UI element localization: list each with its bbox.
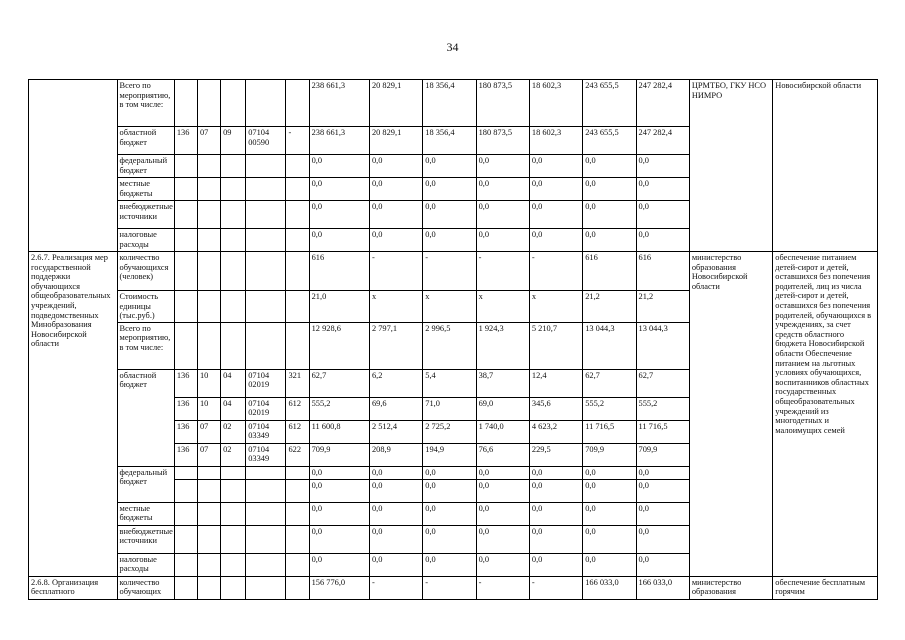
code-pr	[221, 229, 246, 252]
code-pr	[221, 479, 246, 502]
value-cell: 0,0	[423, 553, 476, 576]
value-cell: 166 033,0	[636, 576, 689, 599]
code-rz	[197, 553, 220, 576]
value-cell: 1 924,3	[476, 322, 529, 369]
value-cell: 0,0	[636, 553, 689, 576]
code-csr	[246, 178, 286, 201]
code-csr	[246, 80, 286, 127]
table-row	[29, 252, 878, 291]
value-cell: 0,0	[369, 479, 422, 502]
program-table	[28, 79, 878, 600]
value-cell: 555,2	[636, 397, 689, 420]
value-cell: 238 661,3	[309, 127, 369, 155]
value-cell: 0,0	[476, 229, 529, 252]
code-ga	[174, 229, 197, 252]
value-cell: x	[423, 291, 476, 323]
code-rz	[197, 322, 220, 369]
row-label: Стоимость единицы (тыс.руб.)	[117, 291, 174, 323]
code-pr	[221, 502, 246, 525]
code-pr	[221, 553, 246, 576]
value-cell: 0,0	[309, 479, 369, 502]
value-cell: 21,2	[583, 291, 636, 323]
value-cell: 0,0	[309, 155, 369, 178]
value-cell: 0,0	[309, 178, 369, 201]
value-cell: 0,0	[369, 201, 422, 229]
code-pr	[221, 252, 246, 291]
value-cell: 0,0	[369, 502, 422, 525]
value-cell: 76,6	[476, 443, 529, 466]
row-label: налоговые расходы	[117, 553, 174, 576]
code-rz	[197, 502, 220, 525]
code-csr	[246, 525, 286, 553]
code-vr	[286, 178, 309, 201]
code-csr	[246, 466, 286, 479]
code-csr: 07104 02019	[246, 397, 286, 420]
code-vr: 622	[286, 443, 309, 466]
code-pr	[221, 525, 246, 553]
code-csr: 07104 03349	[246, 420, 286, 443]
value-cell: 243 655,5	[583, 127, 636, 155]
code-vr	[286, 252, 309, 291]
value-cell: 180 873,5	[476, 127, 529, 155]
row-label: внебюджетные источники	[117, 525, 174, 553]
code-vr	[286, 155, 309, 178]
code-ga	[174, 178, 197, 201]
value-cell: 12,4	[529, 369, 582, 397]
code-rz	[197, 178, 220, 201]
code-csr	[246, 291, 286, 323]
value-cell: 18 356,4	[423, 80, 476, 127]
value-cell: 0,0	[529, 553, 582, 576]
value-cell: 62,7	[636, 369, 689, 397]
code-vr: 321	[286, 369, 309, 397]
value-cell: 345,6	[529, 397, 582, 420]
code-vr	[286, 291, 309, 323]
value-cell: 0,0	[529, 155, 582, 178]
value-cell: 0,0	[636, 502, 689, 525]
row-label: внебюджетные источники	[117, 201, 174, 229]
code-vr	[286, 553, 309, 576]
code-vr	[286, 322, 309, 369]
value-cell: 0,0	[369, 525, 422, 553]
value-cell: 0,0	[529, 502, 582, 525]
value-cell: 0,0	[583, 479, 636, 502]
code-vr: 612	[286, 397, 309, 420]
value-cell: 0,0	[583, 155, 636, 178]
value-cell: -	[369, 576, 422, 599]
value-cell: 0,0	[423, 479, 476, 502]
executor: министерство образования	[689, 576, 772, 599]
value-cell: 0,0	[636, 466, 689, 479]
value-cell: 20 829,1	[369, 127, 422, 155]
code-pr: 04	[221, 369, 246, 397]
page-number: 34	[446, 40, 459, 54]
value-cell: 4 623,2	[529, 420, 582, 443]
value-cell: 0,0	[583, 502, 636, 525]
value-cell: 0,0	[636, 178, 689, 201]
value-cell: 0,0	[369, 553, 422, 576]
value-cell: 13 044,3	[583, 322, 636, 369]
code-ga	[174, 466, 197, 479]
value-cell: -	[423, 252, 476, 291]
value-cell: 11 716,5	[583, 420, 636, 443]
row-label: Всего по мероприятию, в том числе:	[117, 322, 174, 369]
code-rz: 07	[197, 420, 220, 443]
value-cell: 0,0	[369, 466, 422, 479]
code-ga	[174, 479, 197, 502]
value-cell: 0,0	[529, 525, 582, 553]
value-cell: 166 033,0	[583, 576, 636, 599]
value-cell: 0,0	[476, 466, 529, 479]
value-cell: 0,0	[583, 466, 636, 479]
value-cell: 616	[583, 252, 636, 291]
code-rz	[197, 466, 220, 479]
value-cell: 0,0	[423, 502, 476, 525]
code-vr	[286, 229, 309, 252]
code-rz	[197, 252, 220, 291]
code-pr	[221, 466, 246, 479]
value-cell: 709,9	[636, 443, 689, 466]
code-ga: 136	[174, 369, 197, 397]
executor: министерство образования Новосибирской области	[689, 252, 772, 577]
code-pr	[221, 155, 246, 178]
value-cell: 247 282,4	[636, 80, 689, 127]
code-vr	[286, 479, 309, 502]
value-cell: 21,0	[309, 291, 369, 323]
value-cell: 0,0	[476, 155, 529, 178]
code-csr	[246, 155, 286, 178]
code-ga: 136	[174, 420, 197, 443]
code-csr	[246, 576, 286, 599]
value-cell: 0,0	[476, 502, 529, 525]
code-ga	[174, 322, 197, 369]
code-pr: 02	[221, 420, 246, 443]
value-cell: 0,0	[309, 553, 369, 576]
value-cell: -	[529, 252, 582, 291]
value-cell: 0,0	[309, 229, 369, 252]
value-cell: 0,0	[636, 479, 689, 502]
value-cell: 555,2	[309, 397, 369, 420]
value-cell: 616	[309, 252, 369, 291]
value-cell: 0,0	[476, 525, 529, 553]
value-cell: 0,0	[529, 201, 582, 229]
code-ga: 136	[174, 443, 197, 466]
code-rz	[197, 80, 220, 127]
value-cell: 11 716,5	[636, 420, 689, 443]
activity-title	[29, 80, 118, 252]
code-rz: 07	[197, 127, 220, 155]
value-cell: 0,0	[423, 155, 476, 178]
row-label: федеральный бюджет	[117, 155, 174, 178]
code-ga	[174, 525, 197, 553]
row-label: количество обучающих	[117, 576, 174, 599]
code-pr	[221, 291, 246, 323]
expected-result: Новосибирской области	[773, 80, 878, 252]
value-cell: 62,7	[583, 369, 636, 397]
value-cell: 0,0	[636, 155, 689, 178]
table-row	[29, 80, 878, 127]
code-ga	[174, 553, 197, 576]
code-vr	[286, 466, 309, 479]
value-cell: 238 661,3	[309, 80, 369, 127]
value-cell: 0,0	[369, 178, 422, 201]
row-label: количество обучающихся (человек)	[117, 252, 174, 291]
value-cell: 156 776,0	[309, 576, 369, 599]
code-rz	[197, 229, 220, 252]
code-rz	[197, 291, 220, 323]
value-cell: 247 282,4	[636, 127, 689, 155]
value-cell: 2 797,1	[369, 322, 422, 369]
code-pr	[221, 322, 246, 369]
value-cell: 11 600,8	[309, 420, 369, 443]
code-pr	[221, 576, 246, 599]
value-cell: 13 044,3	[636, 322, 689, 369]
row-label: областной бюджет	[117, 369, 174, 466]
code-vr	[286, 502, 309, 525]
value-cell: 62,7	[309, 369, 369, 397]
value-cell: x	[476, 291, 529, 323]
value-cell: -	[423, 576, 476, 599]
code-rz	[197, 479, 220, 502]
code-csr	[246, 553, 286, 576]
value-cell: x	[529, 291, 582, 323]
value-cell: 38,7	[476, 369, 529, 397]
value-cell: 0,0	[583, 178, 636, 201]
code-ga	[174, 252, 197, 291]
code-ga	[174, 576, 197, 599]
code-vr	[286, 576, 309, 599]
value-cell: -	[476, 252, 529, 291]
value-cell: 0,0	[583, 201, 636, 229]
value-cell: 709,9	[583, 443, 636, 466]
code-ga	[174, 291, 197, 323]
value-cell: 0,0	[369, 155, 422, 178]
value-cell: 0,0	[476, 479, 529, 502]
value-cell: 2 512,4	[369, 420, 422, 443]
value-cell: 0,0	[636, 201, 689, 229]
value-cell: 2 725,2	[423, 420, 476, 443]
value-cell: 0,0	[369, 229, 422, 252]
value-cell: 6,2	[369, 369, 422, 397]
value-cell: 71,0	[423, 397, 476, 420]
value-cell: 0,0	[529, 479, 582, 502]
value-cell: 0,0	[476, 178, 529, 201]
code-ga: 136	[174, 397, 197, 420]
value-cell: 229,5	[529, 443, 582, 466]
executor: ЦРМТБО, ГКУ НСО НИМРО	[689, 80, 772, 252]
value-cell: 21,2	[636, 291, 689, 323]
row-label: Всего по мероприятию, в том числе:	[117, 80, 174, 127]
activity-title: 2.6.7. Реализация мер государственной поддержки обучающихся общеобразовательных учреждений, подведомственных Минобразования Новосибирской области	[29, 252, 118, 577]
value-cell: 0,0	[423, 525, 476, 553]
value-cell: 709,9	[309, 443, 369, 466]
expected-result: обеспечение бесплатным горячим	[773, 576, 878, 599]
value-cell: 0,0	[423, 201, 476, 229]
code-csr: 07104 03349	[246, 443, 286, 466]
code-vr	[286, 525, 309, 553]
value-cell: 69,6	[369, 397, 422, 420]
code-pr	[221, 80, 246, 127]
code-vr	[286, 201, 309, 229]
value-cell: 0,0	[423, 178, 476, 201]
code-vr	[286, 80, 309, 127]
value-cell: 0,0	[529, 178, 582, 201]
row-label: местные бюджеты	[117, 502, 174, 525]
table-row	[29, 576, 878, 599]
code-vr: -	[286, 127, 309, 155]
code-ga	[174, 155, 197, 178]
code-csr	[246, 229, 286, 252]
expected-result: обеспечение питанием детей-сирот и детей, оставшихся без попечения родителей, лиц из числа детей-сирот и детей, оставшихся без попечения родителей, обучающихся в учреждениях, за счет средств областного бюджета Новосибирской области Обеспечение питанием на льготных условиях обучающихся, воспитанников областных государственных общеобразовательных учреждений из многодетных и малоимущих семей	[773, 252, 878, 577]
value-cell: 0,0	[309, 502, 369, 525]
code-ga: 136	[174, 127, 197, 155]
code-pr: 02	[221, 443, 246, 466]
value-cell: -	[529, 576, 582, 599]
value-cell: 18 602,3	[529, 127, 582, 155]
value-cell: 0,0	[583, 229, 636, 252]
code-csr	[246, 252, 286, 291]
code-csr: 07104 00590	[246, 127, 286, 155]
code-rz	[197, 576, 220, 599]
code-rz	[197, 155, 220, 178]
code-pr	[221, 201, 246, 229]
code-csr: 07104 02019	[246, 369, 286, 397]
value-cell: 0,0	[476, 201, 529, 229]
code-pr: 04	[221, 397, 246, 420]
value-cell: 69,0	[476, 397, 529, 420]
row-label: федеральный бюджет	[117, 466, 174, 502]
value-cell: 18 602,3	[529, 80, 582, 127]
code-ga	[174, 80, 197, 127]
value-cell: 0,0	[476, 553, 529, 576]
value-cell: -	[476, 576, 529, 599]
value-cell: 0,0	[423, 229, 476, 252]
value-cell: 555,2	[583, 397, 636, 420]
value-cell: 180 873,5	[476, 80, 529, 127]
value-cell: x	[369, 291, 422, 323]
code-pr	[221, 178, 246, 201]
code-rz: 07	[197, 443, 220, 466]
value-cell: 5,4	[423, 369, 476, 397]
value-cell: 12 928,6	[309, 322, 369, 369]
code-vr: 612	[286, 420, 309, 443]
value-cell: 20 829,1	[369, 80, 422, 127]
value-cell: 0,0	[309, 466, 369, 479]
value-cell: 0,0	[309, 201, 369, 229]
row-label: местные бюджеты	[117, 178, 174, 201]
code-csr	[246, 201, 286, 229]
row-label: областной бюджет	[117, 127, 174, 155]
value-cell: 0,0	[583, 525, 636, 553]
value-cell: 0,0	[583, 553, 636, 576]
value-cell: 2 996,5	[423, 322, 476, 369]
value-cell: 0,0	[636, 229, 689, 252]
code-rz: 10	[197, 397, 220, 420]
activity-title: 2.6.8. Организация бесплатного	[29, 576, 118, 599]
code-csr	[246, 322, 286, 369]
code-rz	[197, 525, 220, 553]
code-csr	[246, 479, 286, 502]
value-cell: 1 740,0	[476, 420, 529, 443]
value-cell: 0,0	[636, 525, 689, 553]
row-label: налоговые расходы	[117, 229, 174, 252]
value-cell: 0,0	[309, 525, 369, 553]
value-cell: 243 655,5	[583, 80, 636, 127]
value-cell: 616	[636, 252, 689, 291]
code-rz: 10	[197, 369, 220, 397]
value-cell: 5 210,7	[529, 322, 582, 369]
value-cell: 18 356,4	[423, 127, 476, 155]
value-cell: 208,9	[369, 443, 422, 466]
code-pr: 09	[221, 127, 246, 155]
value-cell: -	[369, 252, 422, 291]
value-cell: 194,9	[423, 443, 476, 466]
value-cell: 0,0	[423, 466, 476, 479]
value-cell: 0,0	[529, 466, 582, 479]
code-ga	[174, 502, 197, 525]
code-csr	[246, 502, 286, 525]
value-cell: 0,0	[529, 229, 582, 252]
code-rz	[197, 201, 220, 229]
code-ga	[174, 201, 197, 229]
